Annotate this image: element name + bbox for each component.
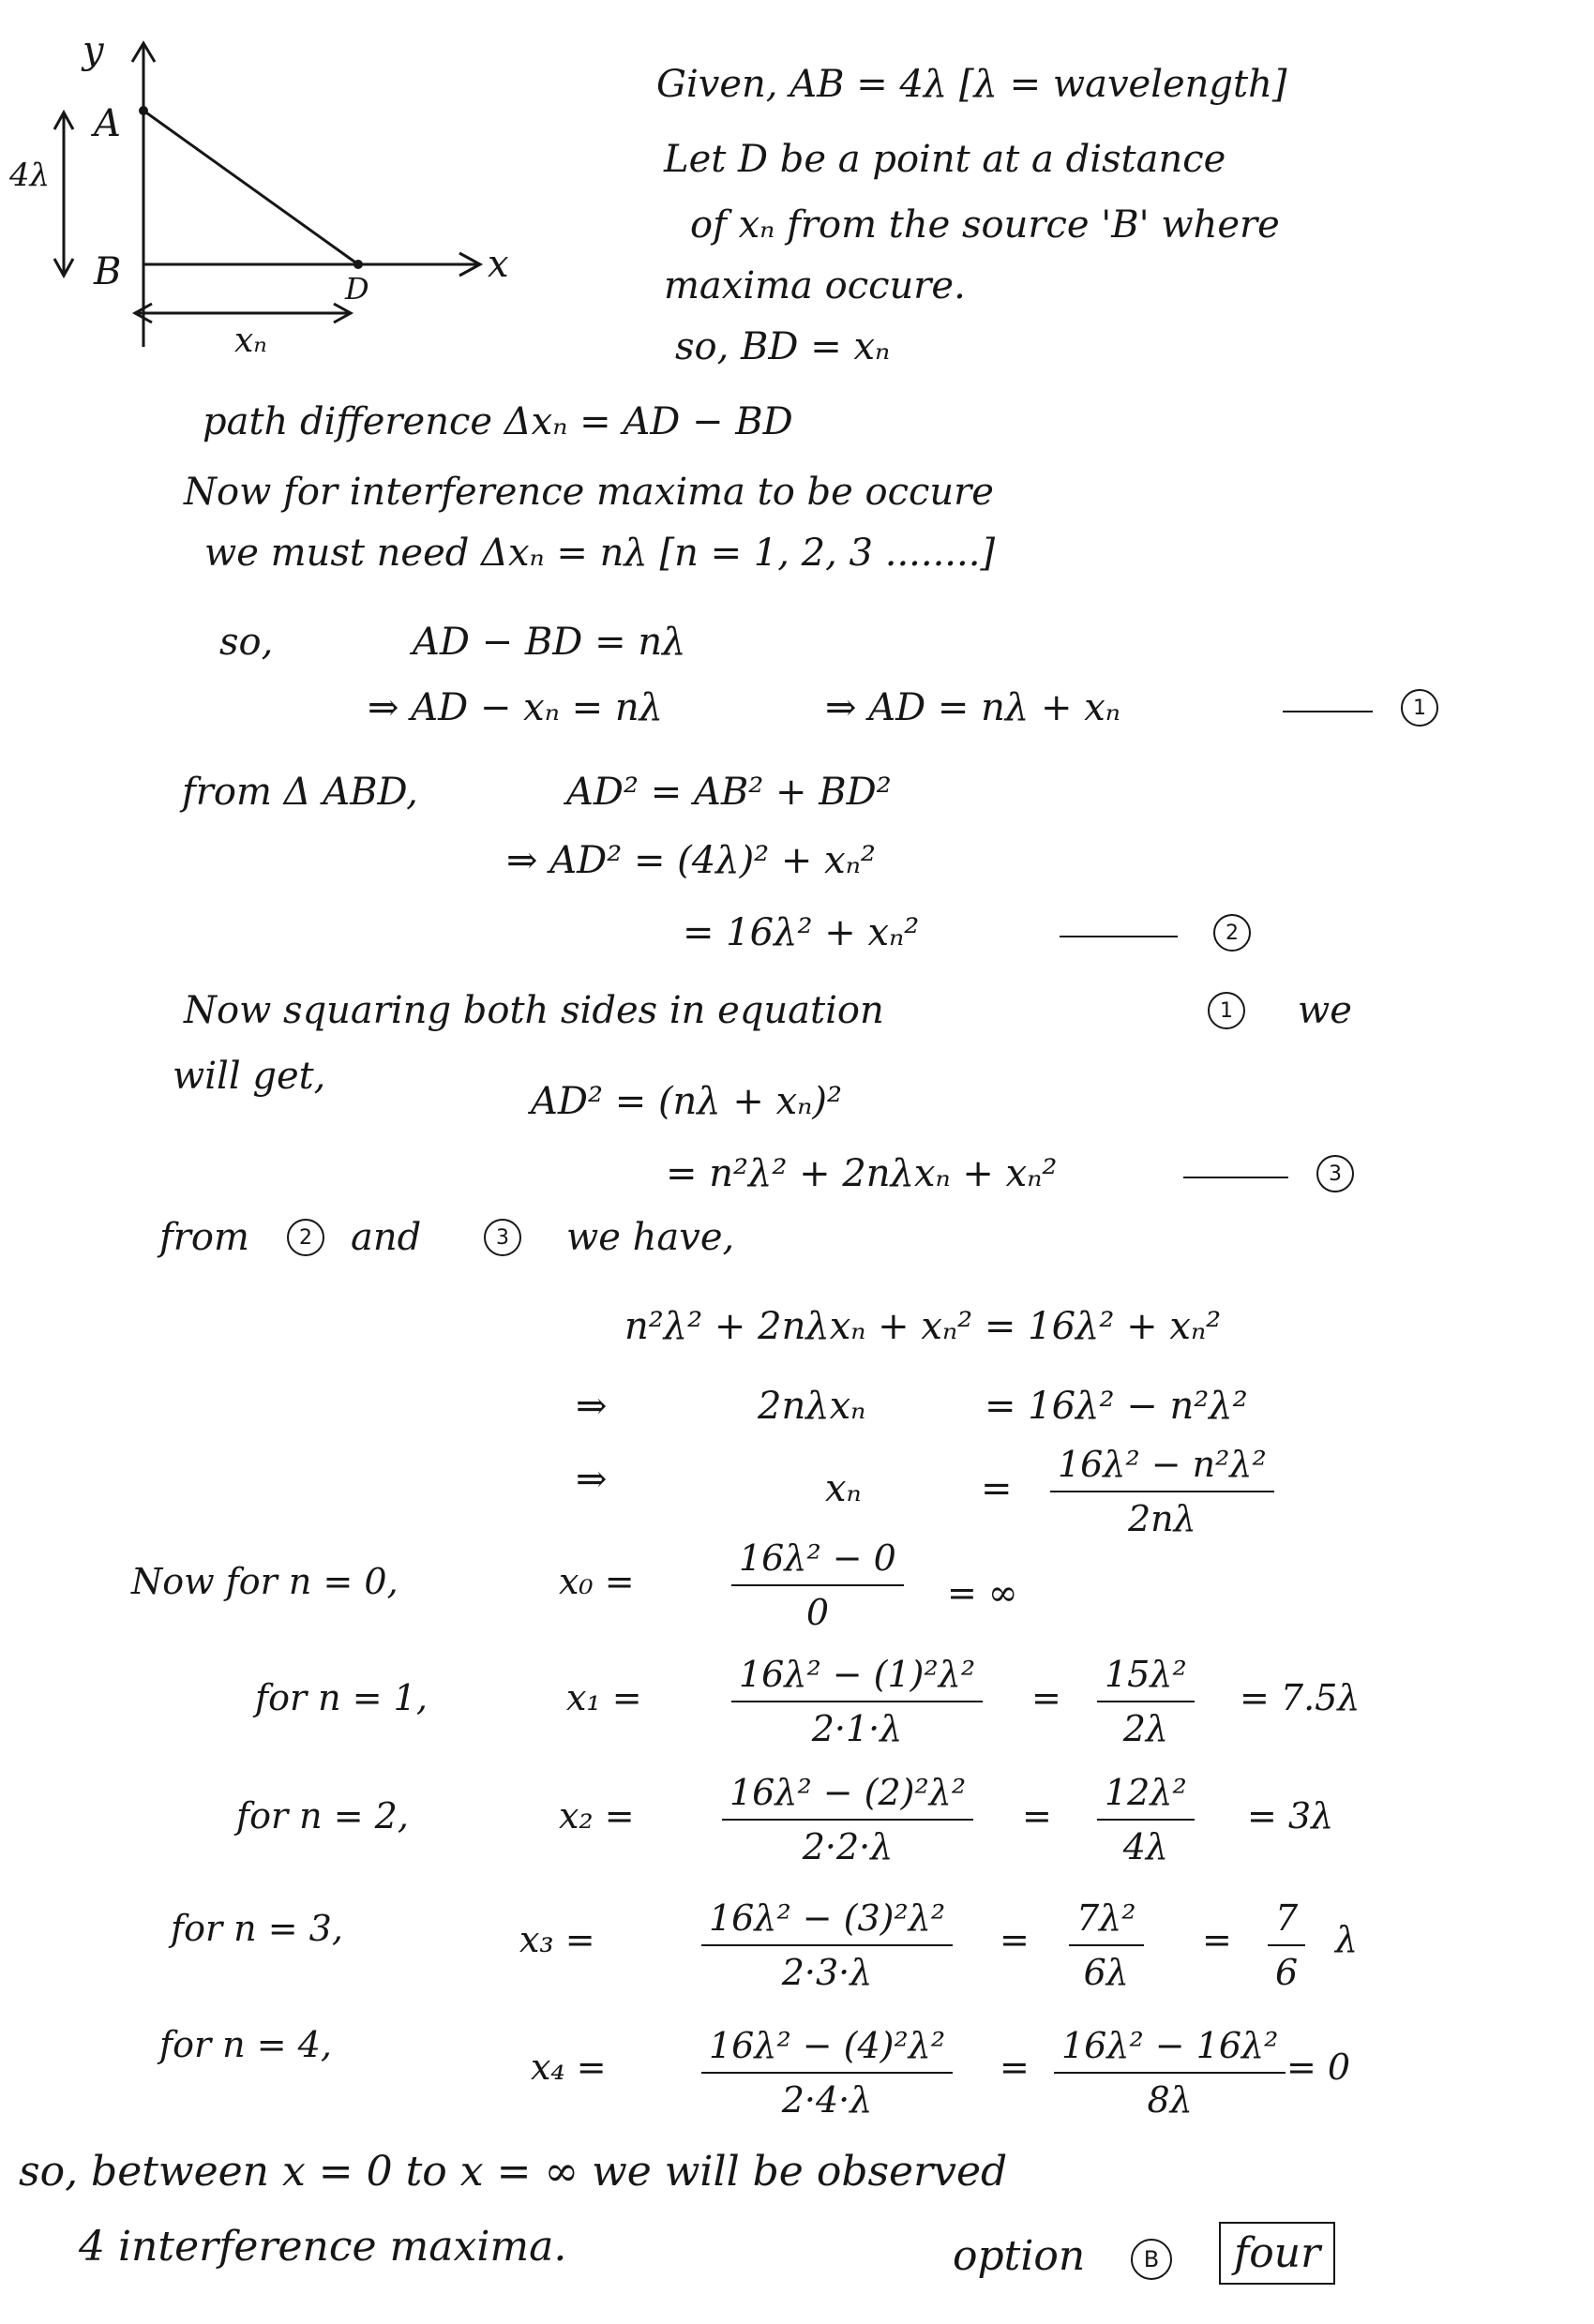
implies-arrow-1: ⇒: [576, 1385, 608, 1428]
case-n3-denominator: 2·3·λ: [781, 1952, 873, 1993]
squaring-text: Now squaring both sides in equation: [184, 989, 884, 1032]
case-n1-equals: =: [1031, 1677, 1061, 1718]
case-n2-simplified-numerator: 12λ²: [1097, 1772, 1195, 1821]
case-n1-simplified: [1097, 1654, 1195, 1749]
point-d-label: D: [345, 271, 369, 307]
equation-ad-minus-xn: ⇒ AD − xₙ = nλ: [368, 686, 663, 729]
x-axis-label: x: [488, 243, 509, 286]
from-text: from: [159, 1216, 249, 1259]
case-n1-numerator: 16λ² − (1)²λ²: [731, 1654, 983, 1702]
so-label: so,: [219, 621, 274, 664]
pythagoras-substitution: ⇒ AD² = (4λ)² + xₙ²: [506, 839, 876, 882]
general-xn: xₙ: [825, 1467, 862, 1510]
final-answer-box: four: [1219, 2222, 1335, 2285]
case-n4-fraction: [701, 2025, 953, 2121]
case-n3-final-numerator: 7: [1268, 1897, 1305, 1946]
case-n3-fraction: [701, 1897, 953, 1993]
case-n2-denominator: 2·2·λ: [802, 1826, 894, 1867]
case-n0-denominator: 0: [805, 1592, 830, 1633]
option-b-badge: B: [1131, 2239, 1172, 2280]
case-n2-simplified-denominator: 4λ: [1122, 1826, 1168, 1867]
from-ref-tag-2: 2: [287, 1219, 324, 1256]
y-axis-label: y: [83, 29, 104, 72]
case-n3-label: for n = 3,: [171, 1908, 343, 1949]
point-b-label: B: [94, 250, 122, 293]
case-n2-simplified: [1097, 1772, 1195, 1867]
squaring-we: we: [1298, 989, 1352, 1032]
case-n0-result: = ∞: [947, 1572, 1018, 1613]
given-line-1: Given, AB = 4λ [λ = wavelength]: [656, 63, 1287, 106]
case-n3-numerator: 16λ² − (3)²λ²: [701, 1897, 953, 1946]
equation-1: ⇒ AD = nλ + xₙ: [825, 686, 1120, 729]
equation-1-tag: 1: [1401, 689, 1438, 727]
case-n3-simplified-denominator: 6λ: [1083, 1952, 1129, 1993]
implies-arrow-2: ⇒: [576, 1458, 608, 1501]
case-n3-simplified: [1069, 1897, 1144, 1993]
case-n1-result: = 7.5λ: [1240, 1677, 1361, 1718]
equation-3: = n²λ² + 2nλxₙ + xₙ²: [666, 1152, 1058, 1195]
case-n1-x: x₁ =: [566, 1677, 642, 1718]
case-n1-label: for n = 1,: [255, 1677, 428, 1718]
squared-equation: AD² = (nλ + xₙ)²: [531, 1080, 843, 1123]
simplified-lhs: 2nλxₙ: [758, 1385, 866, 1428]
path-difference-line-3: we must need Δxₙ = nλ [n = 1, 2, 3 ........]: [204, 532, 996, 575]
case-n4-denominator: 2·4·λ: [781, 2079, 873, 2121]
case-n4-simplified: [1054, 2025, 1286, 2121]
squaring-ref-tag: 1: [1208, 992, 1245, 1029]
combined-equation: n²λ² + 2nλxₙ + xₙ² = 16λ² + xₙ²: [624, 1305, 1222, 1348]
case-n4-x: x₄ =: [531, 2047, 607, 2088]
case-n0-fraction: [731, 1537, 904, 1633]
point-a-dot: [139, 106, 148, 115]
path-difference-line-1: path difference Δxₙ = AD − BD: [203, 400, 793, 443]
case-n0-x: x₀ =: [559, 1561, 635, 1602]
case-n0-numerator: 16λ² − 0: [731, 1537, 904, 1586]
equation-2: = 16λ² + xₙ²: [683, 911, 920, 954]
given-line-5: so, BD = xₙ: [675, 325, 891, 368]
we-have-text: we have,: [566, 1216, 735, 1259]
case-n2-numerator: 16λ² − (2)²λ²: [722, 1772, 973, 1821]
bd-length-label: xₙ: [234, 322, 267, 360]
case-n1-denominator: 2·1·λ: [811, 1708, 903, 1749]
pythagoras-equation: AD² = AB² + BD²: [566, 771, 892, 814]
general-equals: =: [981, 1467, 1013, 1510]
path-difference-line-2: Now for interference maxima to be occure: [184, 471, 994, 514]
case-n4-result: = 0: [1286, 2047, 1351, 2088]
case-n3-equals-2: =: [1202, 1919, 1232, 1960]
from-triangle-label: from Δ ABD,: [182, 771, 418, 814]
conclusion-line-2: 4 interference maxima.: [79, 2223, 567, 2271]
equation-3-tag: 3: [1316, 1155, 1354, 1192]
case-n0-label: Now for n = 0,: [131, 1561, 398, 1602]
equation-1-leader: [1283, 711, 1373, 712]
case-n2-equals: =: [1022, 1795, 1052, 1837]
case-n4-equals: =: [1000, 2047, 1030, 2088]
point-d-dot: [353, 260, 363, 269]
case-n2-result: = 3λ: [1247, 1795, 1334, 1837]
ab-length-label: 4λ: [9, 157, 51, 194]
case-n1-fraction: [731, 1654, 983, 1749]
case-n2-x: x₂ =: [559, 1795, 635, 1837]
conclusion-line-1: so, between x = 0 to x = ∞ we will be observed: [19, 2148, 1008, 2196]
point-a-label: A: [94, 102, 121, 145]
general-numerator: 16λ² − n²λ²: [1050, 1444, 1274, 1492]
case-n4-numerator: 16λ² − (4)²λ²: [701, 2025, 953, 2074]
hypotenuse-ad: [143, 111, 358, 264]
case-n3-equals: =: [1000, 1919, 1030, 1960]
case-n4-simplified-numerator: 16λ² − 16λ²: [1054, 2025, 1286, 2074]
will-get-text: will get,: [173, 1055, 326, 1098]
from-ref-tag-3: 3: [484, 1219, 521, 1256]
case-n1-simplified-numerator: 15λ²: [1097, 1654, 1195, 1702]
option-label: option: [953, 2232, 1086, 2280]
case-n4-simplified-denominator: 8λ: [1147, 2079, 1193, 2121]
given-line-3: of xₙ from the source 'B' where: [690, 203, 1280, 247]
case-n3-final-denominator: 6: [1275, 1952, 1299, 1993]
simplified-rhs: = 16λ² − n²λ²: [985, 1385, 1248, 1428]
equation-2-leader: [1060, 936, 1178, 937]
case-n2-fraction: [722, 1772, 973, 1867]
general-denominator: 2nλ: [1127, 1498, 1196, 1539]
case-n4-label: for n = 4,: [159, 2024, 332, 2065]
equation-2-tag: 2: [1213, 914, 1251, 952]
given-line-4: maxima occure.: [664, 264, 966, 307]
case-n2-label: for n = 2,: [236, 1795, 409, 1837]
and-text: and: [351, 1216, 422, 1259]
case-n3-result: λ: [1335, 1919, 1359, 1960]
given-line-2: Let D be a point at a distance: [664, 138, 1226, 181]
case-n3-simplified-numerator: 7λ²: [1069, 1897, 1144, 1946]
equation-ad-minus-bd: AD − BD = nλ: [413, 621, 686, 664]
case-n1-simplified-denominator: 2λ: [1122, 1708, 1168, 1749]
equation-3-leader: [1183, 1177, 1288, 1178]
case-n3-final-fraction: [1268, 1897, 1305, 1993]
case-n3-x: x₃ =: [519, 1919, 595, 1960]
general-xn-fraction: [1050, 1444, 1274, 1539]
